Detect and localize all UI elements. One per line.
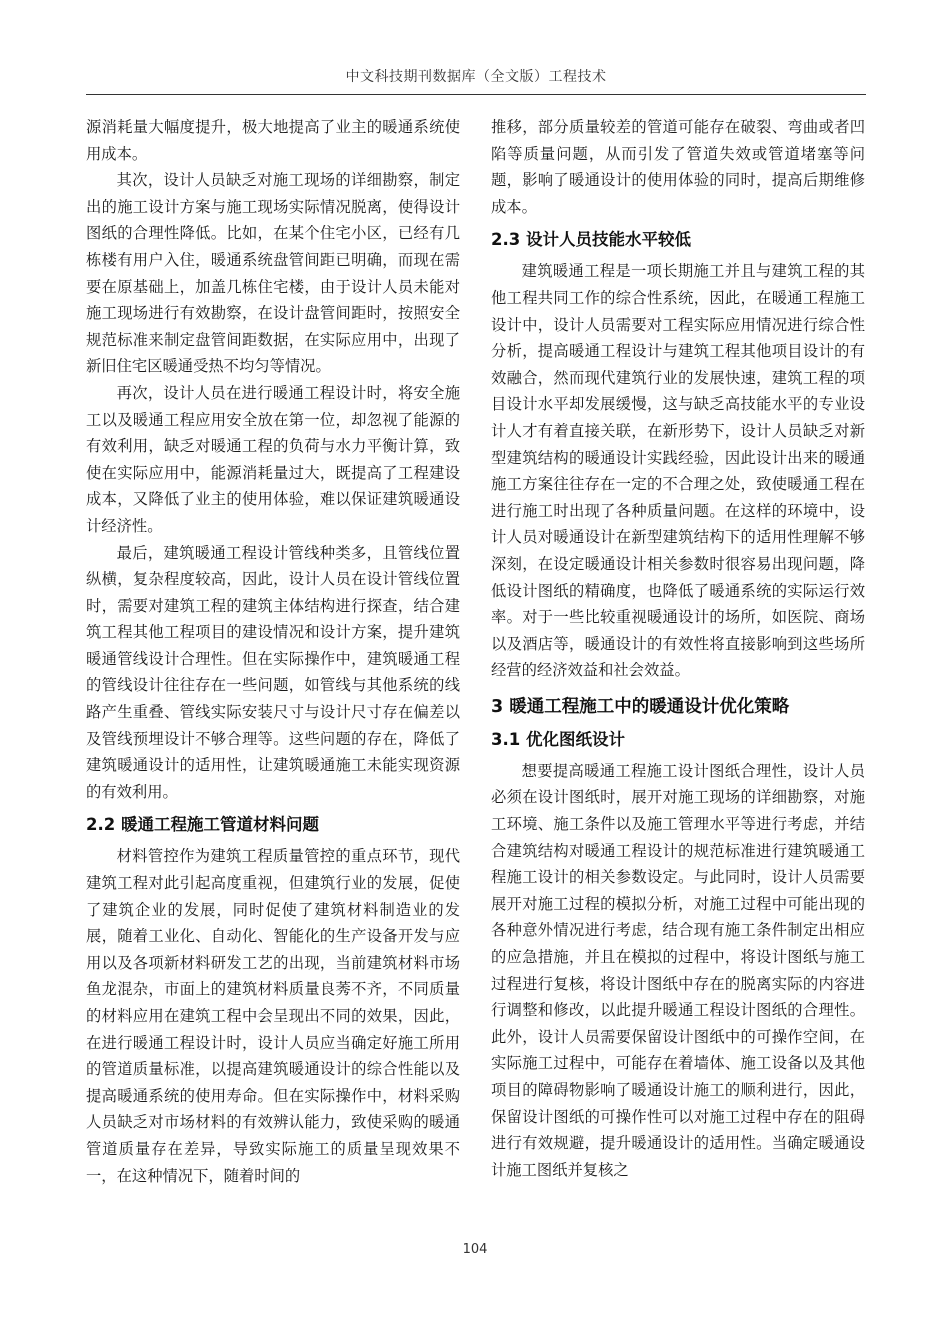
right-column bbox=[491, 114, 865, 1183]
section-heading-3-1: 3.1 优化图纸设计 bbox=[491, 729, 625, 749]
paragraph: 材料管控作为建筑工程质量管控的重点环节，现代建筑工程对此引起高度重视，但建筑行业的发展，促使了建筑企业的发展，同时促使了建筑材料制造业的发展，随着工业化、自动化、智能化的生产设备开发与应用以及各项新材料研发工艺的出现，当前建筑材料市场鱼龙混杂，市面上的建筑材料质量良莠不齐，不同质量的材料应用在建筑工程中会呈现出不同的效果，因此，在进行暖通工程设计时，设计人员应当确定好施工所用的管道质量标准，以提高建筑暖通设计的综合性能以及提高暖通系统的使用寿命。但在实际操作中，材料采购人员缺乏对市场材料的有效辨认能力，致使采购的暖通管道质量存在差异，导致实际施工的质量呈现效果不一，在这种情况下，随着时间的 bbox=[86, 847, 460, 1185]
paragraph: 再次，设计人员在进行暖通工程设计时，将安全施工以及暖通工程应用安全放在第一位，却忽视了能源的有效利用，缺乏对暖通工程的负荷与水力平衡计算，致使在实际应用中，能源消耗量过大，既提高了工程建设成本，又降低了业主的使用体验，难以保证建筑暖通设计经济性。 bbox=[86, 383, 460, 535]
section-heading-3: 3 暖通工程施工中的暖通设计优化策略 bbox=[491, 696, 790, 717]
paragraph: 其次，设计人员缺乏对施工现场的详细勘察，制定出的施工设计方案与施工现场实际情况脱离，使得设计图纸的合理性降低。比如，在某个住宅小区，已经有几栋楼有用户入住，暖通系统盘管间距已明确，而现在需要在原基础上，加盖几栋住宅楼，由于设计人员未能对施工现场进行有效勘察，在设计盘管间距时，按照安全规范标准来制定盘管间距数据，在实际应用中，出现了新旧住宅区暖通受热不均匀等情况。 bbox=[86, 171, 460, 376]
paragraph: 想要提高暖通工程施工设计图纸合理性，设计人员必须在设计图纸时，展开对施工现场的详细勘察，对施工环境、施工条件以及施工管理水平等进行考虑，并结合建筑结构对暖通工程设计的规范标准进行建筑暖通工程施工设计的相关参数设定。与此同时，设计人员需要展开对施工过程的模拟分析，对施工过程中可能出现的各种意外情况进行考虑，结合现有施工条件制定出相应的应急措施，并且在模拟的过程中，将设计图纸与施工过程进行复核，将设计图纸中存在的脱离实际的内容进行调整和修改，以此提升暖通工程设计图纸的合理性。此外，设计人员需要保留设计图纸中的可操作空间，在实际施工过程中，可能存在着墙体、施工设备以及其他项目的障碍物影响了暖通设计施工的顺利进行，因此，保留设计图纸的可操作性可以对施工过程中存在的阻碍进行有效规避，提升暖通设计的适用性。当确定暖通设计施工图纸并复核之 bbox=[491, 761, 865, 1179]
page-number: 104 bbox=[462, 1242, 488, 1257]
section-heading-2-2: 2.2 暖通工程施工管道材料问题 bbox=[86, 815, 319, 835]
paragraph: 最后，建筑暖通工程设计管线种类多，且管线位置纵横，复杂程度较高，因此，设计人员在设计管线位置时，需要对建筑工程的建筑主体结构进行探查，结合建筑工程其他工程项目的建设情况和设计方案，提升建筑暖通管线设计合理性。但在实际操作中，建筑暖通工程的管线设计往往存在一些问题，如管线与其他系统的线路产生重叠、管线实际安装尺寸与设计尺寸存在偏差以及管线预埋设计不够合理等。这些问题的存在，降低了建筑暖通设计的适用性，让建筑暖通施工未能实现资源的有效利用。 bbox=[86, 543, 460, 801]
paragraph: 源消耗量大幅度提升，极大地提高了业主的暖通系统使用成本。 bbox=[86, 118, 460, 163]
paragraph: 推移，部分质量较差的管道可能存在破裂、弯曲或者凹陷等质量问题，从而引发了管道失效或管道堵塞等问题，影响了暖通设计的使用体验的同时，提高后期维修成本。 bbox=[491, 118, 865, 216]
section-heading-2-3: 2.3 设计人员技能水平较低 bbox=[491, 230, 691, 250]
paragraph: 建筑暖通工程是一项长期施工并且与建筑工程的其他工程共同工作的综合性系统，因此，在暖通工程施工设计中，设计人员需要对工程实际应用情况进行综合性分析，提高暖通工程设计与建筑工程其他项目设计的有效融合，然而现代建筑行业的发展快速，建筑工程的项目设计水平却发展缓慢，这与缺乏高技能水平的专业设计人才有着直接关联，在新形势下，设计人员缺乏对新型建筑结构的暖通设计实践经验，因此设计出来的暖通施工方案往往存在一定的不合理之处，致使暖通工程在进行施工时出现了各种质量问题。在这样的环境中，设计人员对暖通设计在新型建筑结构下的适用性理解不够深刻，在设定暖通设计相关参数时很容易出现问题，降低设计图纸的精确度，也降低了暖通系统的实际运行效率。对于一些比较重视暖通设计的场所，如医院、商场以及酒店等，暖通设计的有效性将直接影响到这些场所经营的经济效益和社会效益。 bbox=[491, 262, 865, 680]
running-header: 中文科技期刊数据库（全文版）工程技术 bbox=[86, 66, 866, 95]
left-column bbox=[86, 114, 460, 1189]
